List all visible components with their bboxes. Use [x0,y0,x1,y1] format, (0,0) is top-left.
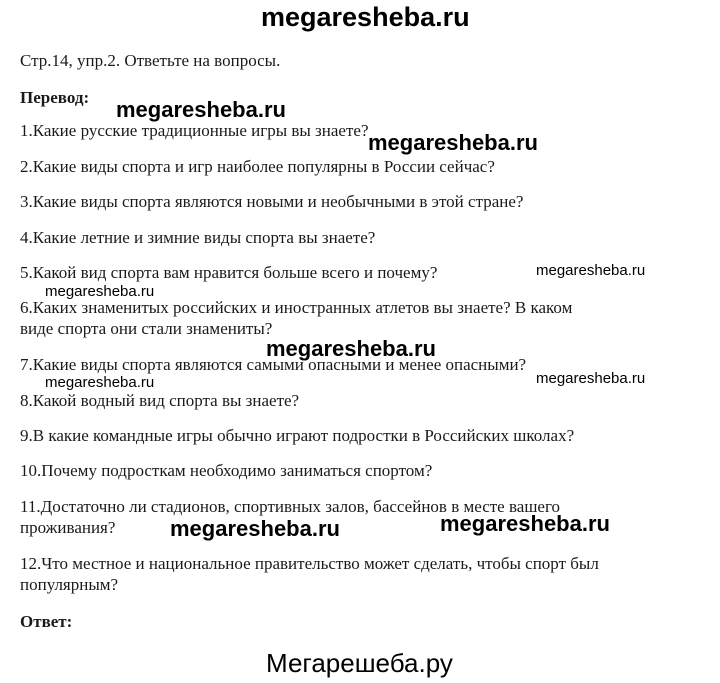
question-5: 5.Какой вид спорта вам нравится больше всего и почему? [20,263,438,282]
watermark-7: megaresheba.ru [536,370,646,387]
question-10: 10.Почему подросткам необходимо заниматься спортом? [20,461,433,480]
watermark-6: megaresheba.ru [45,374,155,391]
watermark-9: megaresheba.ru [440,511,610,536]
question-12-line-2: популярным? [20,575,119,594]
watermark-8: megaresheba.ru [170,516,340,541]
question-3: 3.Какие виды спорта являются новыми и необычными в этой стране? [20,192,524,211]
question-12-line-1: 12.Что местное и национальное правительство может сделать, чтобы спорт был [20,554,599,573]
answer-label: Ответ: [20,612,73,631]
exercise-heading: Стр.14, упр.2. Ответьте на вопросы. [20,51,281,70]
watermark-3: megaresheba.ru [536,262,646,279]
question-1: 1.Какие русские традиционные игры вы знаете? [20,121,369,140]
question-9: 9.В какие командные игры обычно играют подростки в Российских школах? [20,426,575,445]
question-7: 7.Какие виды спорта являются самыми опасными и менее опасными? [20,355,527,374]
watermark-2: megaresheba.ru [368,130,538,155]
footer-watermark: Мегарешеба.ру [266,648,453,678]
question-4: 4.Какие летние и зимние виды спорта вы знаете? [20,228,376,247]
watermark-1: megaresheba.ru [116,97,286,122]
question-6-line-2: виде спорта они стали знамениты? [20,319,273,338]
watermark-4: megaresheba.ru [45,283,155,300]
watermark-5: megaresheba.ru [266,336,436,361]
question-8: 8.Какой водный вид спорта вы знаете? [20,391,300,410]
question-11-line-1: 11.Достаточно ли стадионов, спортивных залов, бассейнов в месте вашего [20,497,560,516]
header-watermark: megaresheba.ru [261,2,470,32]
question-6-line-1: 6.Каких знаменитых российских и иностранных атлетов вы знаете? В каком [20,298,573,317]
question-11-line-2: проживания? [20,518,116,537]
translation-label: Перевод: [20,88,90,107]
question-2: 2.Какие виды спорта и игр наиболее популярны в России сейчас? [20,157,495,176]
